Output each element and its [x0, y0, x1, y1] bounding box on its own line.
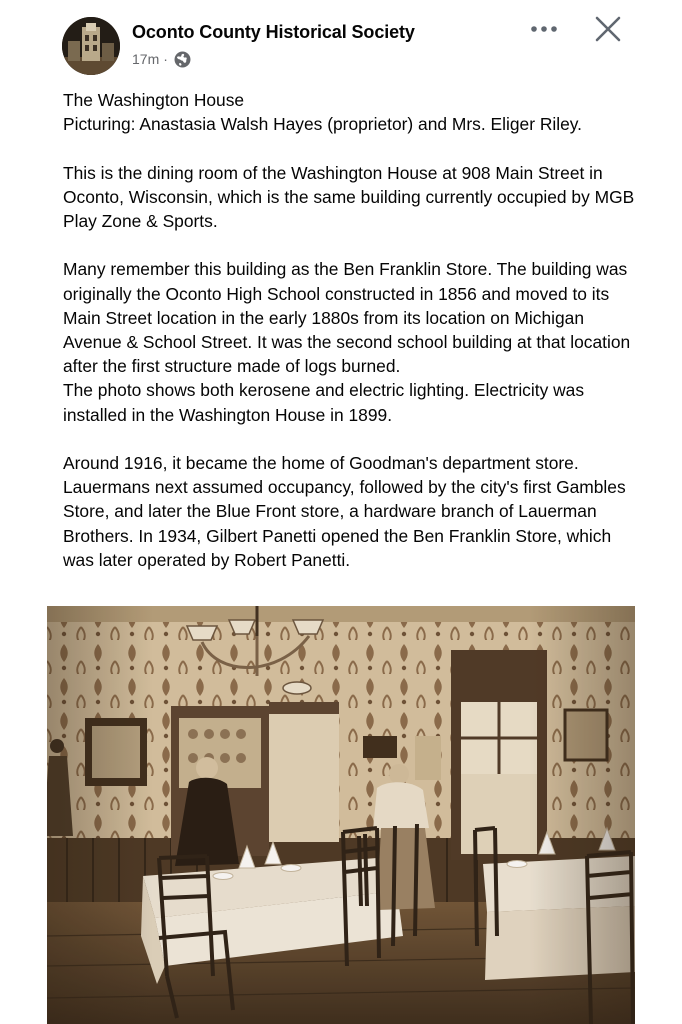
post-paragraph-later-history: Around 1916, it became the home of Goodman's department store. Lauermans next assumed occupancy, followed by the city's first Gambles Store, and later the Blue Front store, a hardware branch of Lauerman Brothers. In 1934, Gilbert Panetti opened the Ben Franklin Store, which was later operated by Robert Panetti.	[63, 453, 626, 570]
close-icon	[595, 16, 621, 42]
post-meta	[132, 50, 191, 68]
historic-dining-room-photo	[47, 606, 635, 1024]
page-name[interactable]: Oconto County Historical Society	[132, 22, 415, 42]
more-options-button[interactable]	[526, 16, 562, 42]
post-paragraph-location: This is the dining room of the Washington House at 908 Main Street in Oconto, Wisconsin, which is the same building currently occupied by MGB Play Zone & Sports.	[63, 162, 635, 231]
post-paragraph-title: The Washington House Picturing: Anastasia Walsh Hayes (proprietor) and Mrs. Eliger Riley.	[63, 90, 583, 135]
post-text	[63, 88, 638, 596]
close-button[interactable]	[590, 12, 626, 46]
post-photo[interactable]	[47, 606, 635, 1024]
globe-icon[interactable]	[174, 51, 191, 68]
avatar[interactable]	[62, 17, 120, 75]
more-dots-icon	[530, 25, 558, 33]
post-time[interactable]: 17m	[132, 51, 160, 67]
post-header	[0, 0, 682, 80]
avatar-image	[62, 17, 120, 75]
meta-separator: ·	[163, 51, 168, 67]
post-paragraph-history: Many remember this building as the Ben Franklin Store. The building was originally the Oconto High School constructed in 1856 and moved to its Main Street location in the early 1880s from its location on Michigan Avenue & School Street. It was the second school building at that location after the first structure made of logs burned. The photo shows both kerosene and electric lighting. Electricity was installed in the Washington House in 1899.	[63, 259, 631, 425]
